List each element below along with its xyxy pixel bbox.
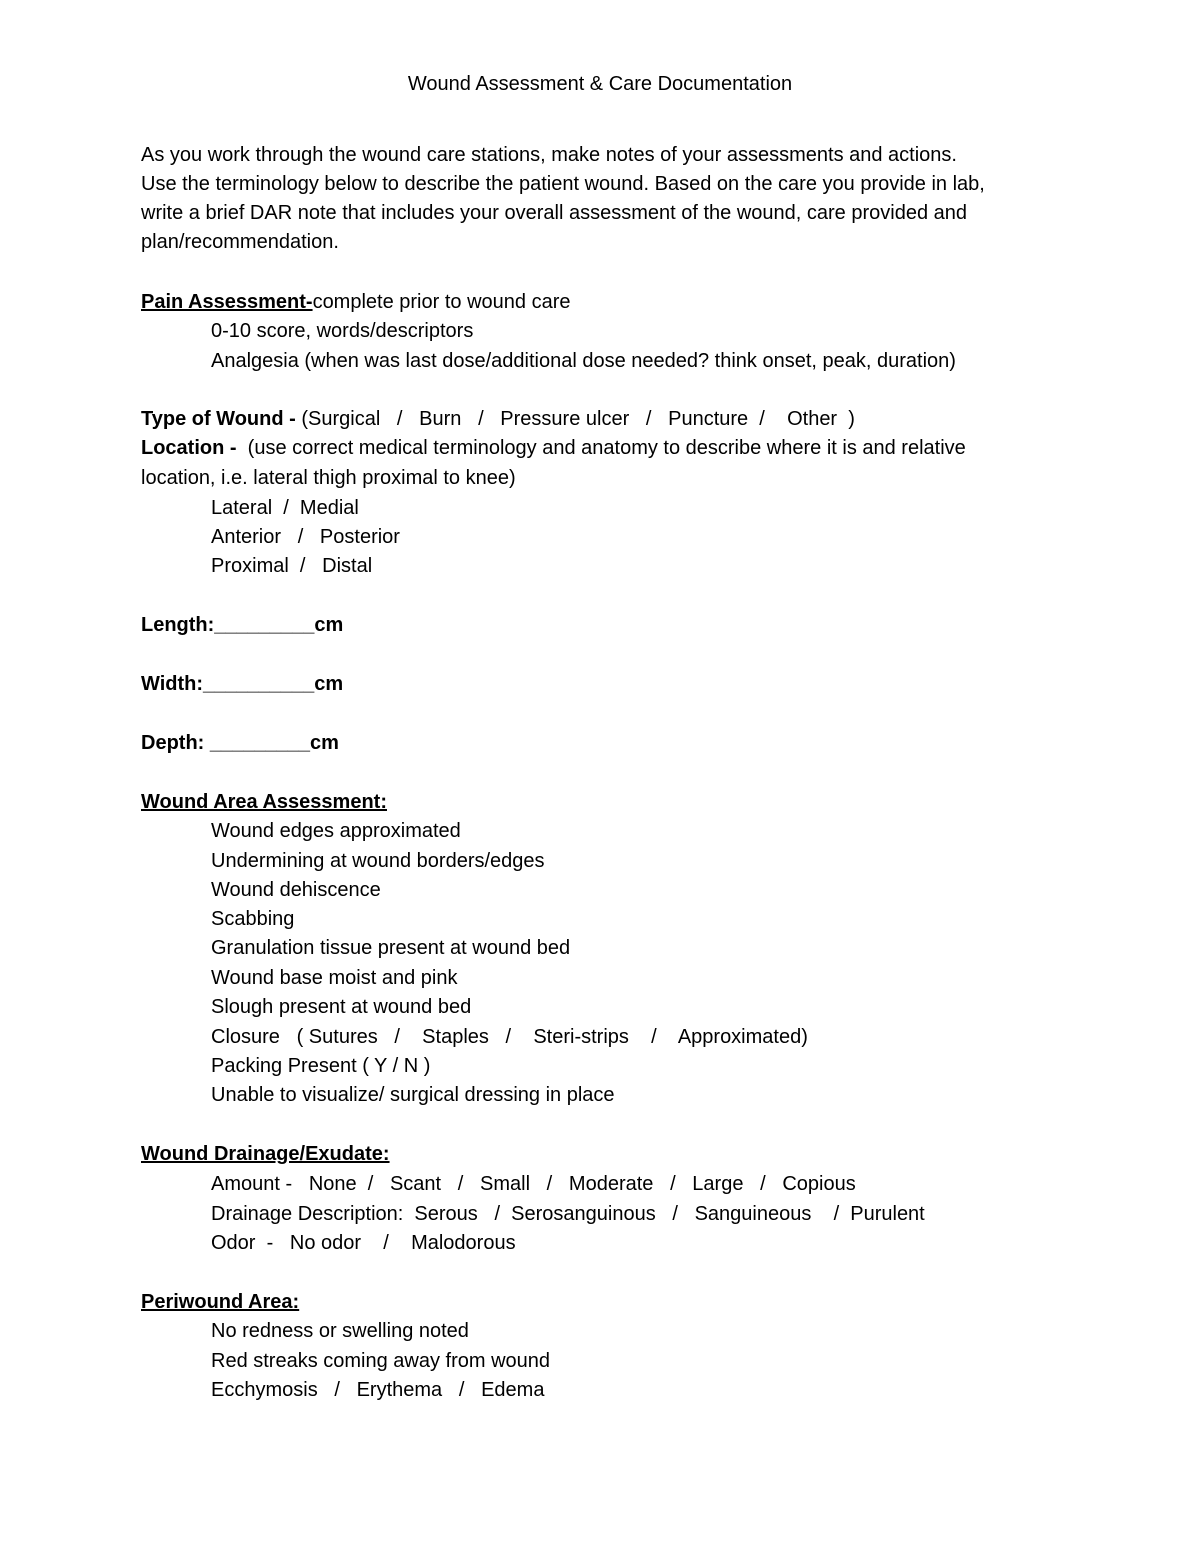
width-field: Width:__________cm: [141, 673, 344, 695]
length-field: Length:_________cm: [141, 614, 344, 636]
intro-line-4: plan/recommendation.: [141, 231, 339, 253]
intro-line-1: As you work through the wound care stations, make notes of your assessments and actions.: [141, 144, 957, 166]
wound-area-item: Wound dehiscence: [211, 879, 381, 901]
wound-area-item: Granulation tissue present at wound bed: [211, 937, 571, 959]
drainage-item-odor: Odor - No odor / Malodorous: [211, 1232, 516, 1254]
wound-area-item: Unable to visualize/ surgical dressing in place: [211, 1084, 615, 1106]
pain-assessment-note: complete prior to wound care: [312, 291, 571, 313]
wound-area-heading: Wound Area Assessment:: [141, 791, 387, 813]
wound-area-item: Closure ( Sutures / Staples / Steri-strips / Approximated): [211, 1026, 808, 1048]
location-item-anterior-posterior: Anterior / Posterior: [211, 526, 400, 548]
depth-field: Depth: _________cm: [141, 732, 339, 754]
location-item-proximal-distal: Proximal / Distal: [211, 555, 373, 577]
location: [141, 436, 966, 460]
periwound-item: Ecchymosis / Erythema / Edema: [211, 1379, 545, 1401]
drainage-item-amount: Amount - None / Scant / Small / Moderate / Large / Copious: [211, 1173, 856, 1195]
pain-item-analgesia: Analgesia (when was last dose/additional dose needed? think onset, peak, duration): [211, 350, 956, 372]
intro-line-2: Use the terminology below to describe the patient wound. Based on the care you provide in lab,: [141, 173, 985, 195]
document-title: Wound Assessment & Care Documentation: [407, 73, 793, 95]
drainage-heading: Wound Drainage/Exudate:: [141, 1143, 390, 1165]
wound-area-item: Packing Present ( Y / N ): [211, 1055, 431, 1077]
location-description-cont: location, i.e. lateral thigh proximal to knee): [141, 467, 516, 489]
periwound-item: Red streaks coming away from wound: [211, 1350, 551, 1372]
wound-area-item: Scabbing: [211, 908, 295, 930]
location-description: (use correct medical terminology and anatomy to describe where it is and relative: [242, 437, 966, 459]
type-of-wound-options: (Surgical / Burn / Pressure ulcer / Puncture / Other ): [301, 408, 855, 430]
pain-assessment-label: Pain Assessment-: [141, 291, 313, 313]
location-item-lateral-medial: Lateral / Medial: [211, 497, 359, 519]
drainage-item-description: Drainage Description: Serous / Serosanguinous / Sanguineous / Purulent: [211, 1203, 925, 1225]
intro-line-3: write a brief DAR note that includes your overall assessment of the wound, care provided and: [141, 202, 967, 224]
pain-item-score: 0-10 score, words/descriptors: [211, 320, 474, 342]
periwound-heading: Periwound Area:: [141, 1291, 300, 1313]
type-of-wound: [141, 407, 855, 431]
wound-area-item: Slough present at wound bed: [211, 996, 472, 1018]
wound-area-item: Wound edges approximated: [211, 820, 461, 842]
periwound-item: No redness or swelling noted: [211, 1320, 469, 1342]
wound-area-item: Wound base moist and pink: [211, 967, 458, 989]
pain-assessment-heading: [141, 290, 570, 314]
wound-area-item: Undermining at wound borders/edges: [211, 850, 545, 872]
location-label: Location -: [141, 437, 243, 459]
type-of-wound-label: Type of Wound -: [141, 408, 302, 430]
